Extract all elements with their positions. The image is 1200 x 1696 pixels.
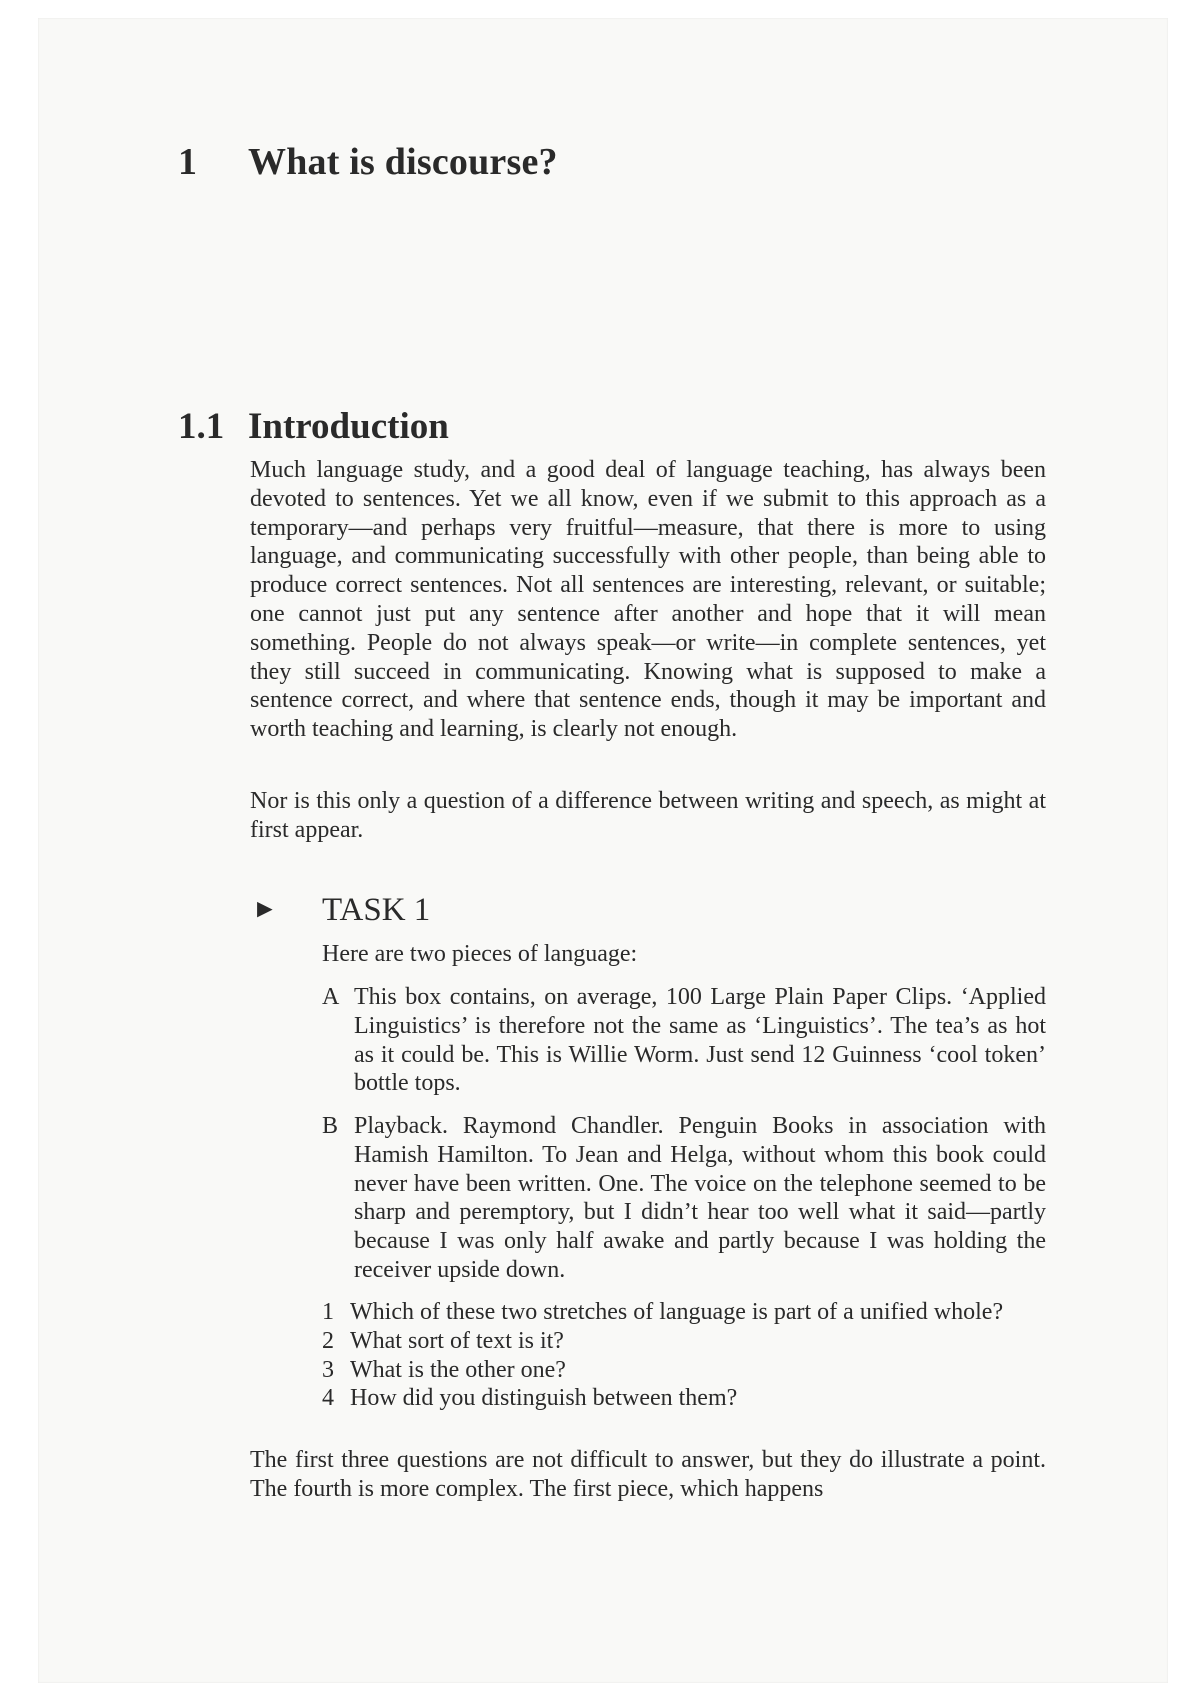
item-letter: A <box>322 984 340 1010</box>
section-title: Introduction <box>248 406 449 447</box>
question-number: 1 <box>322 1299 334 1325</box>
question-number: 3 <box>322 1356 334 1383</box>
triangle-arrow-icon: ► <box>252 894 278 923</box>
question-item <box>322 1356 1046 1385</box>
question-item <box>322 1327 1046 1356</box>
section-heading <box>178 405 449 448</box>
task-item-b <box>322 1112 1046 1285</box>
item-text: This box contains, on average, 100 Large Plain Paper Clips. ‘Applied Linguistics’ is therefore not the same as ‘Linguistics’. The tea’s as hot as it could be. This is Willie Worm. Just send 12 Guinness ‘cool token’ bottle tops. <box>354 984 1046 1097</box>
chapter-number: 1 <box>178 141 198 183</box>
chapter-title: What is discourse? <box>248 141 558 183</box>
question-list <box>322 1298 1046 1413</box>
section-number: 1.1 <box>178 406 225 447</box>
question-text: Which of these two stretches of language is part of a unified whole? <box>350 1299 1004 1325</box>
intro-paragraph-1: Much language study, and a good deal of language teaching, has always been devoted to sentences. Yet we all know, even if we submit to this approach as a temporary—and perhaps very fruitful—measure, that there is more to using language, and communicating successfully with other people, than being able to produce correct sentences. Not all sentences are interesting, relevant, or suitable; one cannot just put any sentence after another and hope that it will mean something. People do not always speak—or write—in complete sentences, yet they still succeed in communicating. Knowing what is supposed to make a sentence correct, and where that sentence ends, though it may be important and worth teaching and learning, is clearly not enough. <box>250 457 1046 743</box>
book-page <box>38 18 1168 1683</box>
item-letter: B <box>322 1113 339 1139</box>
chapter-heading <box>178 140 558 184</box>
question-text: What is the other one? <box>350 1356 566 1383</box>
question-number: 2 <box>322 1327 334 1354</box>
task-title: TASK 1 <box>322 892 431 928</box>
question-text: What sort of text is it? <box>350 1327 564 1354</box>
task-intro: Here are two pieces of language: <box>322 941 638 967</box>
task-item-a <box>322 983 1046 1098</box>
question-item <box>322 1384 1046 1413</box>
question-text: How did you distinguish between them? <box>350 1385 738 1412</box>
question-number: 4 <box>322 1385 334 1412</box>
task-heading <box>252 892 430 929</box>
question-item <box>322 1298 1046 1327</box>
intro-paragraph-2: Nor is this only a question of a difference between writing and speech, as might at first appear. <box>250 788 1046 843</box>
item-text: Playback. Raymond Chandler. Penguin Books in association with Hamish Hamilton. To Jean and Helga, without whom this book could never have been written. One. The voice on the telephone seemed to be sharp and peremptory, but I didn’t hear too well what it said—partly because I was only half awake and partly because I was holding the receiver upside down. <box>354 1113 1046 1283</box>
closing-paragraph: The first three questions are not difficult to answer, but they do illustrate a point. The fourth is more complex. The first piece, which happens <box>250 1447 1046 1502</box>
